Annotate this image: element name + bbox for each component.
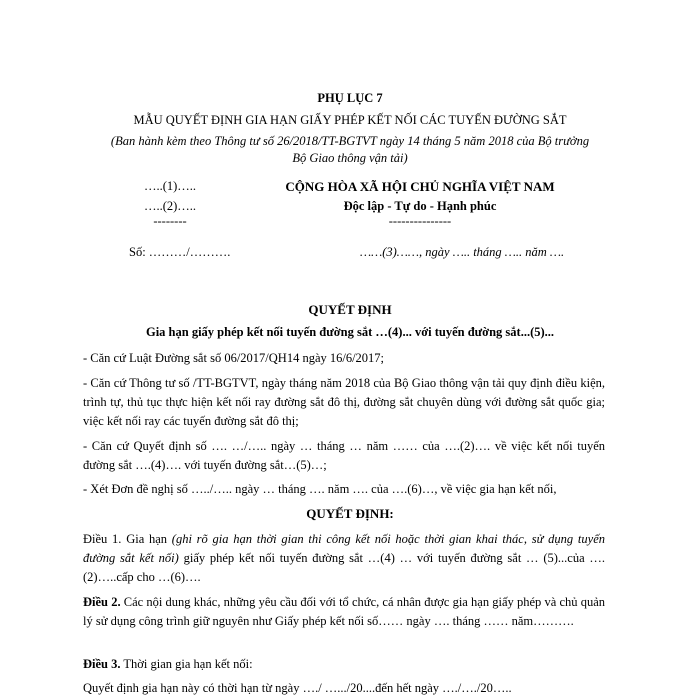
article-3-term: Quyết định gia hạn này có thời hạn từ ngày …./ ….../20....đến hết ngày …./…./20…..	[83, 681, 512, 695]
article-2-label: Điều 2.	[83, 595, 121, 609]
issued-note-line1: (Ban hành kèm theo Thông tư số 26/2018/TT-BGTVT ngày 14 tháng 5 năm 2018 của Bộ trưởng	[110, 134, 590, 148]
appendix-heading: PHỤ LỤC 7	[317, 91, 383, 105]
basis-item: - Căn cứ Quyết định số …. …/….. ngày … tháng … năm …… của ….(2)…. về việc kết nối tuyến đường sắt ….(4)…. với tuyến đường sắt…(5)…;	[83, 439, 605, 472]
article-1-label: Điều 1.	[83, 532, 122, 546]
right-divider: ---------------	[388, 214, 452, 228]
decision-title: QUYẾT ĐỊNH	[308, 302, 392, 317]
basis-item: - Xét Đơn đề nghị số …../….. ngày … tháng …. năm …. của ….(6)…, về việc gia hạn kết nối,	[83, 482, 557, 496]
basis-item: - Căn cứ Luật Đường sắt số 06/2017/QH14 ngày 16/6/2017;	[83, 351, 385, 365]
decides-heading: QUYẾT ĐỊNH:	[306, 506, 394, 521]
article-3: Điều 3. Thời gian gia hạn kết nối:	[83, 657, 253, 671]
document-number: Số: ………/……….	[129, 245, 231, 259]
article-1: Điều 1. Gia hạn (ghi rõ gia hạn thời gian thi công kết nối hoặc thời gian khai thác, sử dụng tuyến đường sắt kết nối) giấy phép kết nối tuyến đường sắt …(4) … với tuyến đường sắt … (5)...của ….(2)…..cấp cho …(6)….	[83, 532, 606, 584]
national-title: CỘNG HÒA XÃ HỘI CHỦ NGHĨA VIỆT NAM	[285, 179, 555, 194]
issuing-agency: …..(2)…..	[143, 199, 197, 213]
left-divider: --------	[153, 214, 187, 228]
issued-note-line2: Bộ Giao thông vận tải)	[292, 151, 408, 165]
decision-subtitle: Gia hạn giấy phép kết nối tuyến đường sắt …(4)... với tuyến đường sắt...(5)...	[145, 325, 555, 339]
basis-item: - Căn cứ Thông tư số /TT-BGTVT, ngày tháng năm 2018 của Bộ Giao thông vận tải quy định điều kiện, trình tự, thủ tục thực hiện kết nối ray đường sắt đô thị, đường sắt chuyên dùng với đường sắt quốc gia; việc kết nối ray các tuyến đường sắt đô thị;	[83, 376, 605, 428]
place-and-date: ……(3)……, ngày ….. tháng ….. năm ….	[360, 245, 565, 259]
issuing-agency-parent: …..(1)…..	[143, 179, 197, 193]
article-2: Điều 2. Các nội dung khác, những yêu cầu đối với tổ chức, cá nhân được gia hạn giấy phép và chủ quản lý sử dụng công trình giữ nguyên như Giấy phép kết nối số…… ngày …. tháng …… năm……….	[83, 595, 606, 628]
form-title: MẪU QUYẾT ĐỊNH GIA HẠN GIẤY PHÉP KẾT NỐI CÁC TUYẾN ĐƯỜNG SẮT	[133, 113, 567, 127]
article-3-label: Điều 3.	[83, 657, 121, 671]
national-motto: Độc lập - Tự do - Hạnh phúc	[343, 199, 497, 213]
